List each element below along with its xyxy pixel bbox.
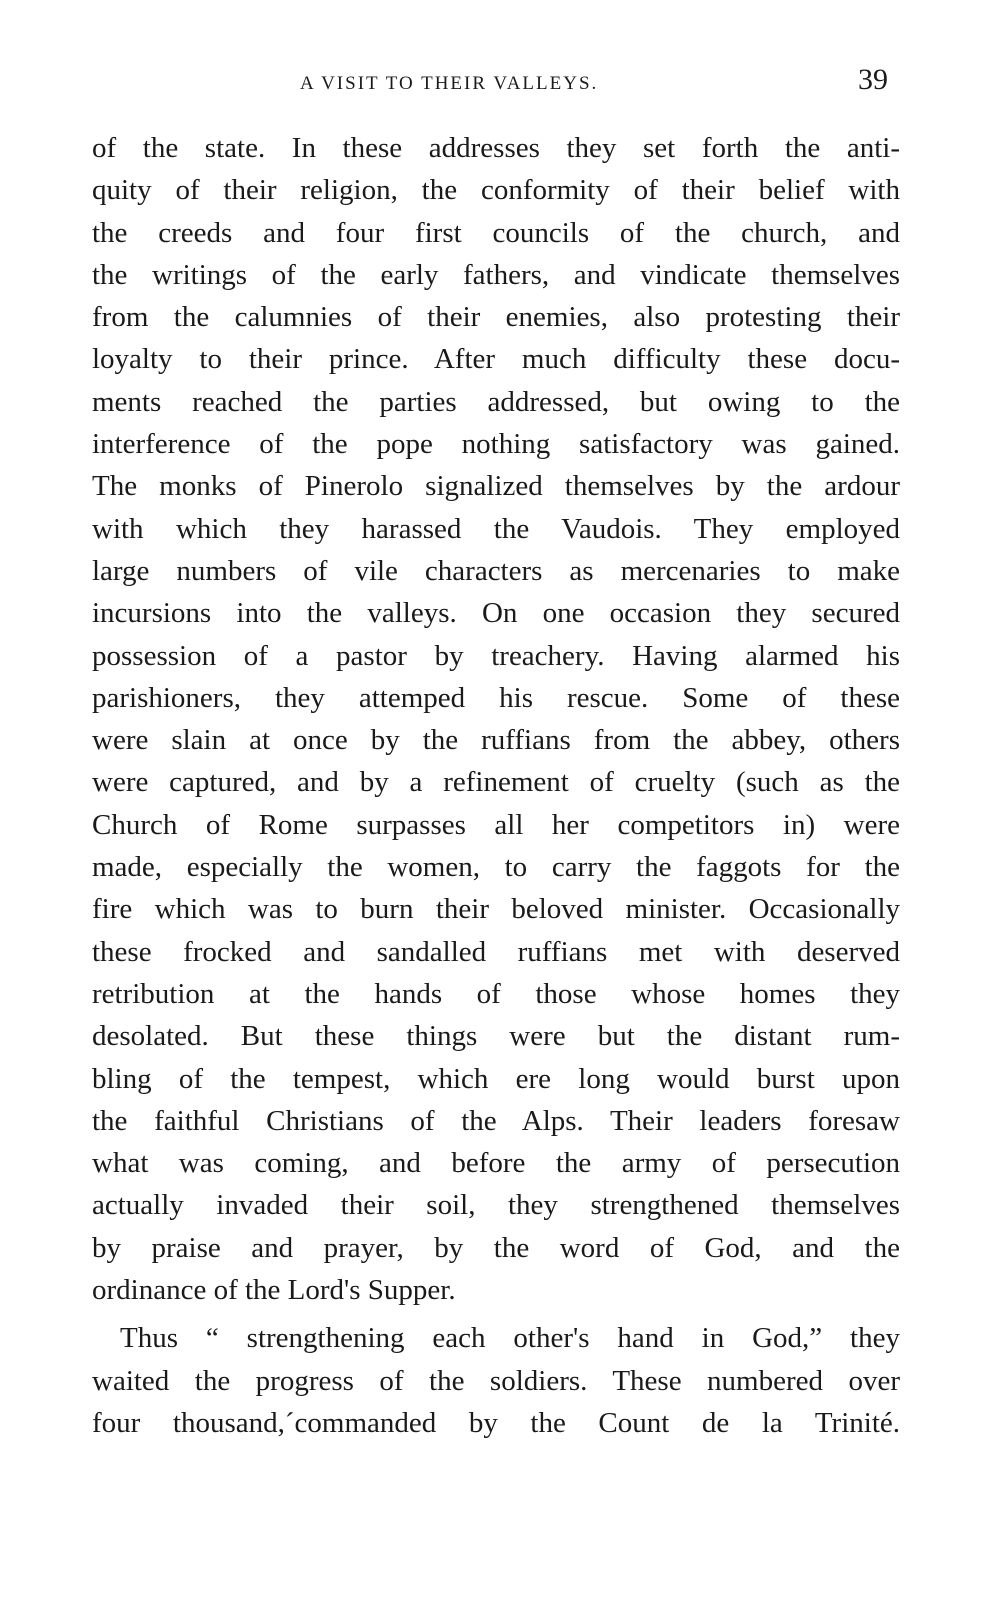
text-line: large numbers of vile characters as mercenaries to make: [92, 554, 900, 587]
body-text: [92, 127, 900, 1444]
text-line: incursions into the valleys. On one occasion they secured: [92, 597, 900, 630]
text-line: waited the progress of the soldiers. These numbered over: [92, 1364, 900, 1397]
text-line: the faithful Christians of the Alps. Their leaders foresaw: [92, 1104, 900, 1137]
text-line: retribution at the hands of those whose homes they: [92, 977, 900, 1010]
text-line: fire which was to burn their beloved minister. Occasionally: [92, 893, 900, 926]
text-line: quity of their religion, the conformity of their belief with: [92, 174, 900, 207]
page-number: 39: [858, 63, 888, 96]
text-line: loyalty to their prince. After much difficulty these docu-: [92, 343, 900, 376]
text-line: actually invaded their soil, they strengthened themselves: [92, 1189, 900, 1222]
text-line: of the state. In these addresses they set forth the anti-: [92, 132, 900, 164]
text-line: possession of a pastor by treachery. Having alarmed his: [92, 639, 900, 672]
text-line: what was coming, and before the army of persecution: [92, 1147, 900, 1180]
text-line: The monks of Pinerolo signalized themselves by the ardour: [92, 470, 900, 503]
text-line: ments reached the parties addressed, but owing to the: [92, 385, 900, 418]
text-line: interference of the pope nothing satisfactory was gained.: [92, 428, 900, 461]
text-line: these frocked and sandalled ruffians met with deserved: [92, 935, 900, 968]
text-line: by praise and prayer, by the word of God, and the: [92, 1231, 900, 1264]
paragraph: [92, 1317, 900, 1444]
text-line: from the calumnies of their enemies, also protesting their: [92, 301, 900, 334]
text-line: parishioners, they attemped his rescue. Some of these: [92, 681, 900, 714]
text-line: Church of Rome surpasses all her competitors in) were: [92, 808, 900, 841]
text-line: with which they harassed the Vaudois. They employed: [92, 512, 900, 545]
text-line: four thousand,´commanded by the Count de la Trinité.: [92, 1406, 900, 1439]
text-line: the writings of the early fathers, and vindicate themselves: [92, 258, 900, 291]
text-line: Thus “ strengthening each other's hand in God,” they: [120, 1322, 900, 1355]
text-line: made, especially the women, to carry the faggots for the: [92, 851, 900, 884]
running-title: A VISIT TO THEIR VALLEYS.: [300, 73, 599, 94]
text-line: desolated. But these things were but the distant rum-: [92, 1020, 900, 1053]
text-line: were slain at once by the ruffians from the abbey, others: [92, 724, 900, 757]
text-line: bling of the tempest, which ere long would burst upon: [92, 1062, 900, 1095]
text-line: were captured, and by a refinement of cruelty (such as the: [92, 766, 900, 799]
text-line: the creeds and four first councils of the church, and: [92, 216, 900, 249]
text-line: ordinance of the Lord's Supper.: [92, 1274, 456, 1307]
paragraph: [92, 127, 900, 1311]
